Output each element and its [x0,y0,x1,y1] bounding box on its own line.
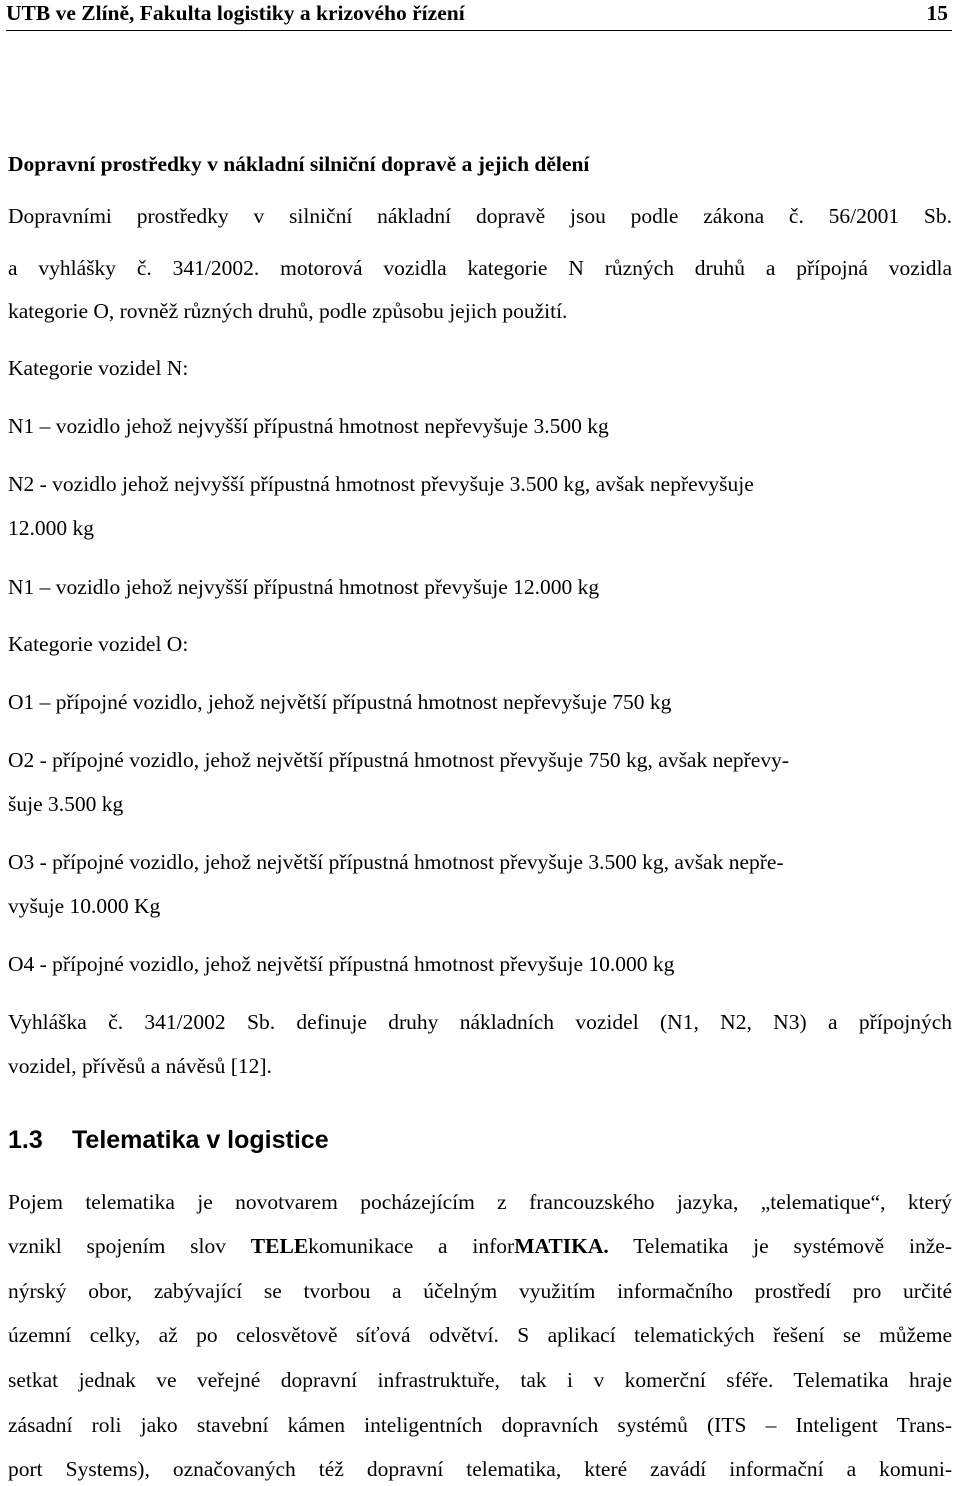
telematics-line-7: port Systems), označovaných též dopravní telematika, které zavádí informační a komuni- [8,1457,952,1481]
category-n1: N1 – vozidlo jehož nejvyšší přípustná hmotnost nepřevyšuje 3.500 kg [8,414,609,438]
page-header [6,0,952,31]
category-o2-line2: šuje 3.500 kg [8,792,124,816]
category-o2-line1: O2 - přípojné vozidlo, jehož největší přípustná hmotnost převyšuje 750 kg, avšak nepřevy- [8,748,790,772]
emphasis-matika: MATIKA. [514,1234,609,1258]
category-o4: O4 - přípojné vozidlo, jehož největší přípustná hmotnost převyšuje 10.000 kg [8,952,675,976]
category-o-heading: Kategorie vozidel O: [8,632,189,656]
chapter-number: 1.3 [8,1126,43,1154]
page-number: 15 [926,1,948,25]
category-o3-line1: O3 - přípojné vozidlo, jehož největší přípustná hmotnost převyšuje 3.500 kg, avšak nepře- [8,850,784,874]
header-title: UTB ve Zlíně, Fakulta logistiky a krizového řízení [6,1,465,25]
telematics-line-4: územní celky, až po celosvětově síťová odvětví. S aplikací telematických řešení se můžeme [8,1323,952,1347]
regulation-line-2: vozidel, přívěsů a návěsů [12]. [8,1054,272,1078]
section-heading: Dopravní prostředky v nákladní silniční dopravě a jejich dělení [8,152,590,176]
regulation-line-1: Vyhláška č. 341/2002 Sb. definuje druhy nákladních vozidel (N1, N2, N3) a přípojných [8,1010,952,1034]
telematics-line-3: nýrský obor, zabývající se tvorbou a účelným využitím informačního prostředí pro určité [8,1279,952,1303]
telematics-line-5: setkat jednak ve veřejné dopravní infrastruktuře, tak i v komerční sféře. Telematika hraje [8,1368,952,1392]
telematics-line-6: zásadní roli jako stavební kámen inteligentních dopravních systémů (ITS – Inteligent Trans- [8,1413,952,1437]
telematics-line-2: vznikl spojením slov TELEkomunikace a inforMATIKA. Telematika je systémově inže- [8,1234,952,1258]
category-n2-line1: N2 - vozidlo jehož nejvyšší přípustná hmotnost převyšuje 3.500 kg, avšak nepřevyšuje [8,472,754,496]
intro-line-3: kategorie O, rovněž různých druhů, podle způsobu jejich použití. [8,299,568,323]
intro-line-2: a vyhlášky č. 341/2002. motorová vozidla kategorie N různých druhů a přípojná vozidla [8,256,952,280]
category-o3-line2: vyšuje 10.000 Kg [8,894,161,918]
chapter-heading [8,1125,329,1155]
emphasis-tele: TELE [250,1234,309,1258]
telematics-line-1: Pojem telematika je novotvarem pocházejícím z francouzského jazyka, „telematique“, který [8,1190,952,1214]
chapter-title: Telematika v logistice [72,1126,329,1154]
category-o1: O1 – přípojné vozidlo, jehož největší přípustná hmotnost nepřevyšuje 750 kg [8,690,672,714]
category-n3: N1 – vozidlo jehož nejvyšší přípustná hmotnost převyšuje 12.000 kg [8,575,600,599]
category-n2-line2: 12.000 kg [8,516,94,540]
category-n-heading: Kategorie vozidel N: [8,356,189,380]
intro-line-1: Dopravními prostředky v silniční nákladní dopravě jsou podle zákona č. 56/2001 Sb. [8,204,952,228]
